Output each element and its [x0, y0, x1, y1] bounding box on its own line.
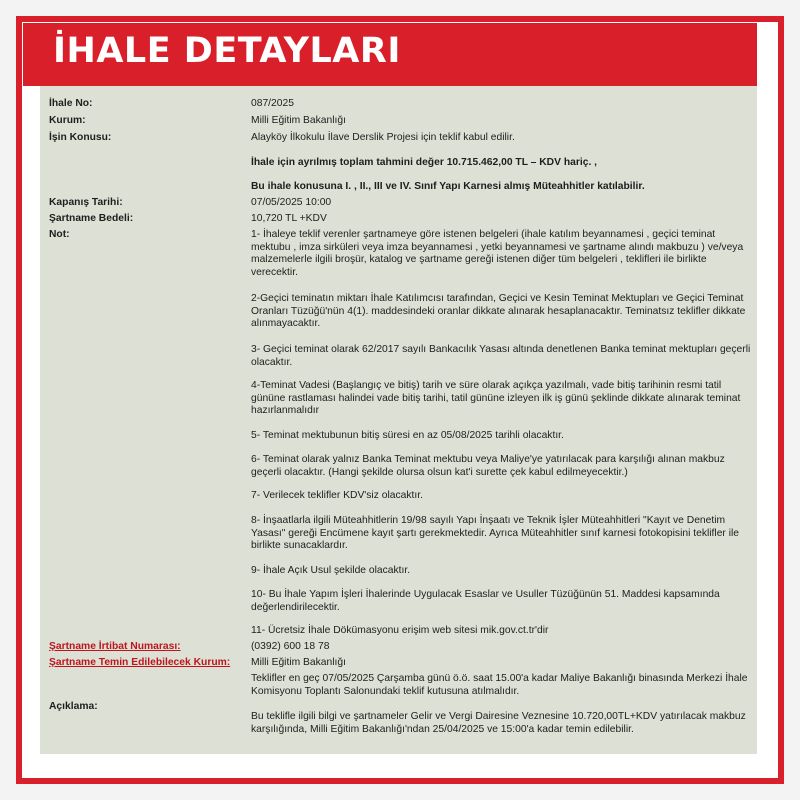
ihale-no-value: 087/2025: [251, 98, 294, 109]
note-item: 2-Geçici teminatın miktarı İhale Katılımcısı tarafından, Geçici ve Kesin Teminat Mektupları ve Geçici Teminat Oranları Tüzüğü'nün 4(1). maddesindeki oranlar dikkate alınarak hesaplanacaktır. Teminatsız teklifler dikkate alınmayacaktır.: [251, 293, 746, 329]
not-label: Not:: [49, 229, 70, 240]
note-item: 9- İhale Açık Usul şekilde olacaktır.: [251, 565, 411, 576]
isin-konusu-value: Alayköy İlkokulu İlave Derslik Projesi için teklif kabul edilir.: [251, 132, 515, 143]
note-item: 6- Teminat olarak yalnız Banka Teminat mektubu veya Maliye'ye yatırılacak para karşılığı alınan makbuz geçerli olacaktır. (Hangi şekilde olursa olsun kat'i surette çek kabul edilmeyecektir.): [251, 454, 725, 478]
note-item: 11- Ücretsiz İhale Dökümasyonu erişim web sitesi mik.gov.ct.tr'dir: [251, 625, 549, 636]
sartname-temin-link[interactable]: Şartname Temin Edilebilecek Kurum:: [49, 657, 231, 668]
note-item: 4-Teminat Vadesi (Başlangıç ve bitiş) tarih ve süre olarak açıkça yazılmalı, vade bitiş tarihinin resmi tatil gününe rastlaması halindei vade bitiş tarihi, tatil gününe izleyen ilk iş günü şeklinde dikkate alınarak teminat hazırlanmalıdır: [251, 380, 741, 416]
note-item: 10- Bu İhale Yapım İşleri İhalerinde Uygulacak Esaslar ve Usuller Tüzüğünün 51. Maddesi kapsamında değerlendirilecektir.: [251, 589, 720, 613]
sartname-bedeli-label: Şartname Bedeli:: [49, 213, 134, 224]
temin-kurum: Milli Eğitim Bakanlığı: [251, 657, 346, 668]
kurum-label: Kurum:: [49, 115, 86, 126]
ihale-no-label: İhale No:: [49, 98, 93, 109]
header-banner: [23, 23, 757, 86]
note-item: 5- Teminat mektubunun bitiş süresi en az 05/08/2025 tarihli olacaktır.: [251, 430, 564, 441]
kurum-value: Milli Eğitim Bakanlığı: [251, 115, 346, 126]
note-item: 7- Verilecek teklifler KDV'siz olacaktır.: [251, 490, 423, 501]
isin-konusu-label: İşin Konusu:: [49, 132, 112, 143]
kapanis-value: 07/05/2025 10:00: [251, 197, 332, 208]
tahmini-deger: İhale için ayrılmış toplam tahmini değer 10.715.462,00 TL – KDV hariç. ,: [251, 157, 598, 168]
sartname-bedeli-value: 10,720 TL +KDV: [251, 213, 327, 224]
aciklama-paragraph-2: Bu teklifle ilgili bilgi ve şartnameler Gelir ve Vergi Dairesine Veznesine 10.720,00TL+KDV yatırılacak makbuz karşılığında, Milli Eğitim Bakanlığı'ndan 25/04/2025 ve 15:00'a kadar temin edilebilir.: [251, 711, 746, 735]
sartname-irtibat-link[interactable]: Şartname İrtibat Numarası:: [49, 641, 181, 652]
note-item: 3- Geçici teminat olarak 62/2017 sayılı Bankacılık Yasası altında denetlenen Banka teminat mektupları geçerli olacaktır.: [251, 344, 751, 368]
irtibat-number: (0392) 600 18 78: [251, 641, 330, 652]
page-title: İHALE DETAYLARI: [53, 31, 401, 71]
yapi-karnesi: Bu ihale konusuna I. , II., III ve IV. Sınıf Yapı Karnesi almış Müteahhitler katılabilir.: [251, 181, 645, 192]
note-item: 8- İnşaatlarla ilgili Müteahhitlerin 19/98 sayılı Yapı İnşaatı ve Teknik İşler Müteahhitleri "Kayıt ve Denetim Yasası" gereği Encümene kayıt şartı gerekmektedir. Ayrıca Müteahhitler sınıf karnesi fotokopisini teklifler ile birlikte sunacaklardır.: [251, 515, 740, 551]
kapanis-label: Kapanış Tarihi:: [49, 197, 123, 208]
note-item: 1- İhaleye teklif verenler şartnameye göre istenen belgeleri (ihale katılım beyannamesi , geçici teminat mektubu , imza sirküleri veya imza beyannamesi , yetki beyannamesi ve şartname alındı makbuzu ) ve/veya malzemelerle ilgili broşür, katalog ve şartname gereği istenen diğer tüm belgeleri , teklifleri ile birlikte verecektir.: [251, 229, 744, 278]
aciklama-label: Açıklama:: [49, 701, 98, 712]
aciklama-paragraph-1: Teklifler en geç 07/05/2025 Çarşamba günü ö.ö. saat 15.00'a kadar Maliye Bakanlığı binasında Merkezi İhale Komisyonu Toplantı Salonundaki teklif kutusuna atılmalıdır.: [251, 673, 748, 697]
